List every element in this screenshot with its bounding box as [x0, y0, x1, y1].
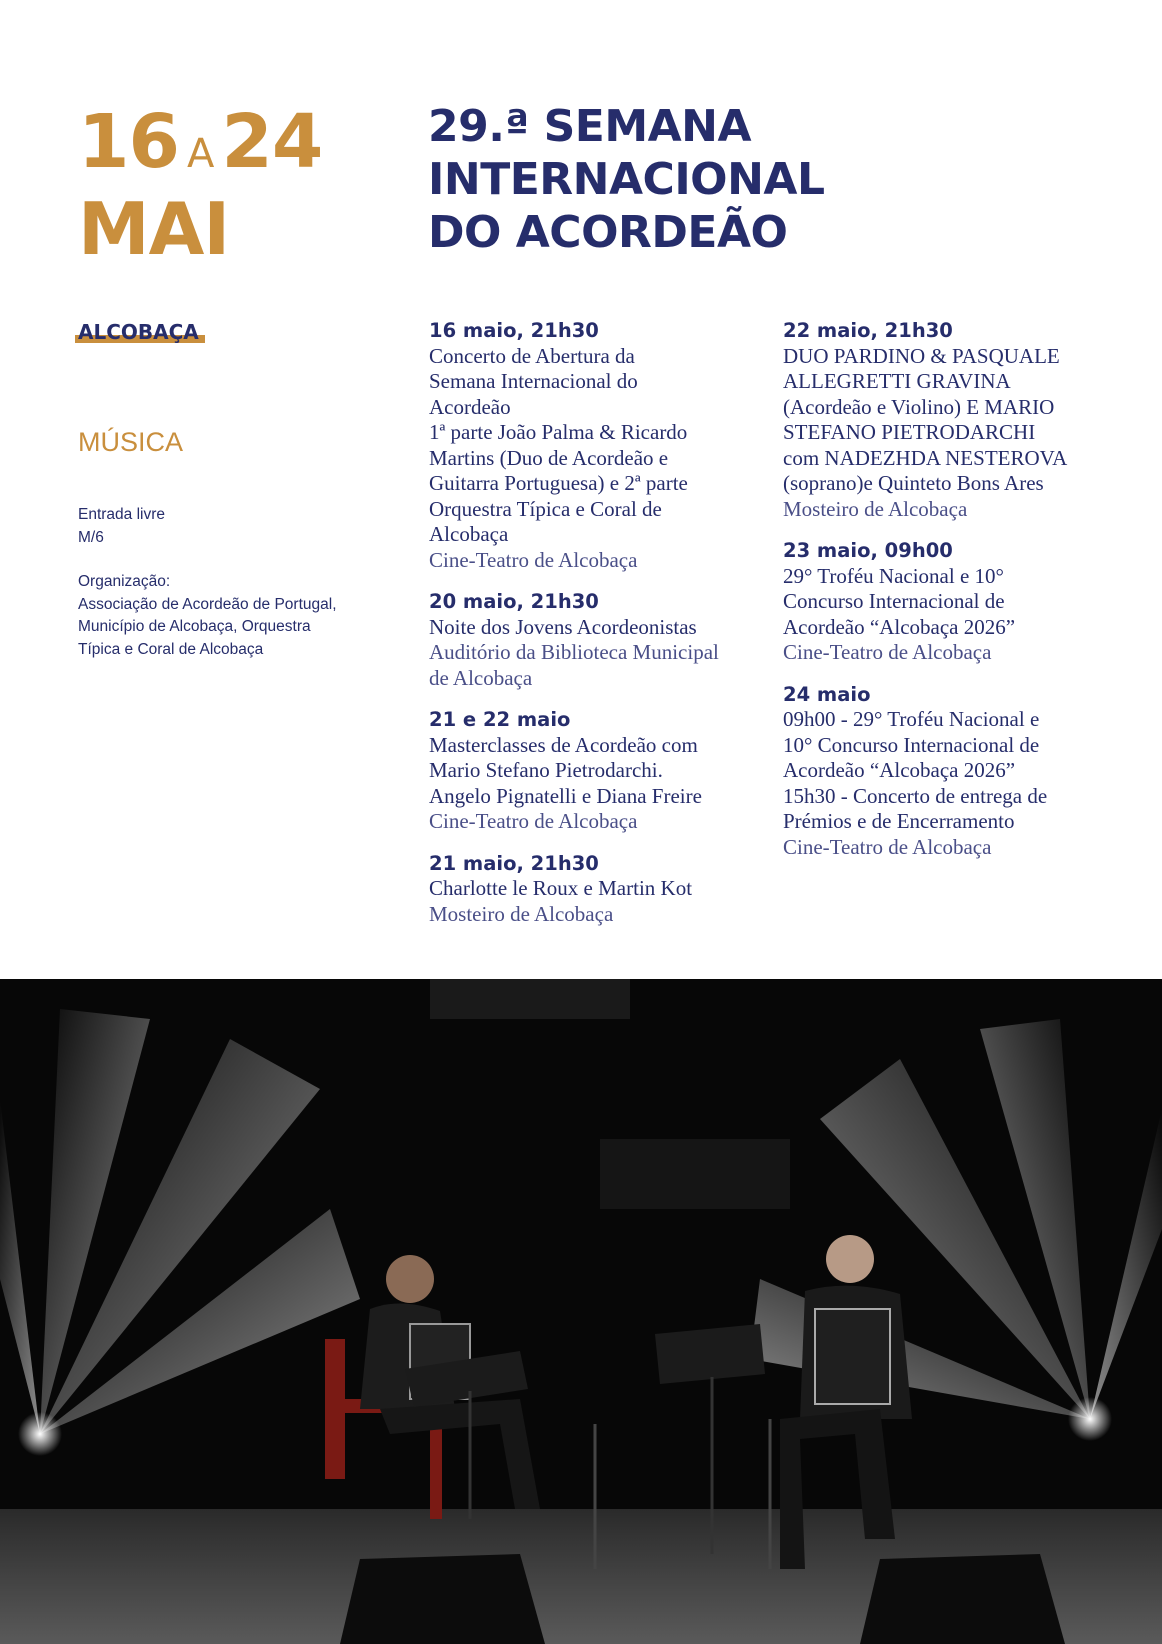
- location-text: ALCOBAÇA: [78, 320, 199, 344]
- entry-venue: Cine-Teatro de Alcobaça: [429, 809, 638, 833]
- page-title: [428, 100, 1088, 259]
- organization-line: Município de Alcobaça, Orquestra: [78, 618, 311, 635]
- date-month: MAI: [78, 187, 230, 271]
- title-line: INTERNACIONAL: [428, 154, 825, 205]
- entry-description: DUO PARDINO & PASQUALE ALLEGRETTI GRAVINA (Acordeão e Violino) E MARIO STEFANO PIETRODARCHI com NADEZHDA NESTEROVA (soprano)e Quinteto Bons Ares: [783, 343, 1068, 495]
- date-end: 24: [221, 99, 323, 185]
- stage-illustration: [0, 979, 1162, 1644]
- entry-venue: Cine-Teatro de Alcobaça: [783, 834, 992, 859]
- event-dates: [78, 99, 323, 271]
- title-line: 29.ª SEMANA: [428, 101, 752, 152]
- schedule-entry: [429, 318, 749, 573]
- location-label: [78, 320, 199, 344]
- entry-date: 23 maio, 09h00: [783, 539, 953, 562]
- category-label: MÚSICA: [78, 427, 184, 457]
- entry-description: 09h00 - 29° Troféu Nacional e 10° Concurso Internacional de Acordeão “Alcobaça 2026” 15h30 - Concerto de entrega de Prémios e de Encerramento: [783, 707, 1048, 833]
- entry-venue: Mosteiro de Alcobaça: [783, 496, 968, 521]
- schedule-entry: [429, 707, 749, 835]
- entry-description: Concerto de Abertura da Semana Internacional do Acordeão 1ª parte João Palma & Ricardo Martins (Duo de Acordeão e Guitarra Portuguesa) e 2ª parte Orquestra Típica e Coral de Alcobaça: [429, 343, 688, 546]
- entry-date: 22 maio, 21h30: [783, 319, 953, 342]
- entry-date: 21 maio, 21h30: [429, 851, 599, 875]
- schedule-entry: [783, 318, 1113, 522]
- right-spotlight: [1068, 1397, 1112, 1441]
- backdrop-sign: [430, 979, 630, 1019]
- entry-info: Entrada livre: [78, 506, 166, 523]
- entry-date: 24 maio: [783, 682, 871, 706]
- entry-description: Masterclasses de Acordeão com Mario Stefano Pietrodarchi. Angelo Pignatelli e Diana Freire: [429, 732, 702, 808]
- schedule-entry: [429, 589, 749, 691]
- entry-description: 29° Troféu Nacional e 10° Concurso Internacional de Acordeão “Alcobaça 2026”: [783, 563, 1016, 639]
- organization-label: Organização:: [78, 573, 171, 590]
- date-separator: A: [186, 131, 214, 177]
- schedule-entry: [783, 538, 1113, 666]
- entry-venue: Auditório da Biblioteca Municipal de Alcobaça: [429, 640, 719, 690]
- concert-photo: [0, 979, 1162, 1644]
- schedule-entry: [783, 682, 1113, 861]
- title-line: DO ACORDEÃO: [428, 207, 788, 258]
- entry-description: Charlotte le Roux e Martin Kot: [429, 876, 693, 900]
- entry-description: Noite dos Jovens Acordeonistas: [429, 614, 697, 639]
- organization-line: Típica e Coral de Alcobaça: [78, 640, 264, 658]
- schedule-column-right: [783, 318, 1113, 876]
- entry-date: 21 e 22 maio: [429, 708, 571, 731]
- entry-venue: Cine-Teatro de Alcobaça: [783, 640, 992, 664]
- event-info: [78, 504, 378, 661]
- entry-date: 16 maio, 21h30: [429, 319, 599, 342]
- schedule-entry: [429, 851, 749, 928]
- backdrop-banner: [600, 1139, 790, 1209]
- age-rating: M/6: [78, 528, 104, 546]
- organization-line: Associação de Acordeão de Portugal,: [78, 595, 337, 613]
- entry-venue: Mosteiro de Alcobaça: [429, 901, 614, 926]
- entry-venue: Cine-Teatro de Alcobaça: [429, 547, 638, 572]
- schedule-column-left: [429, 318, 749, 943]
- entry-date: 20 maio, 21h30: [429, 590, 599, 613]
- date-range: [78, 99, 323, 192]
- left-spotlight: [18, 1412, 62, 1456]
- date-start: 16: [78, 99, 179, 185]
